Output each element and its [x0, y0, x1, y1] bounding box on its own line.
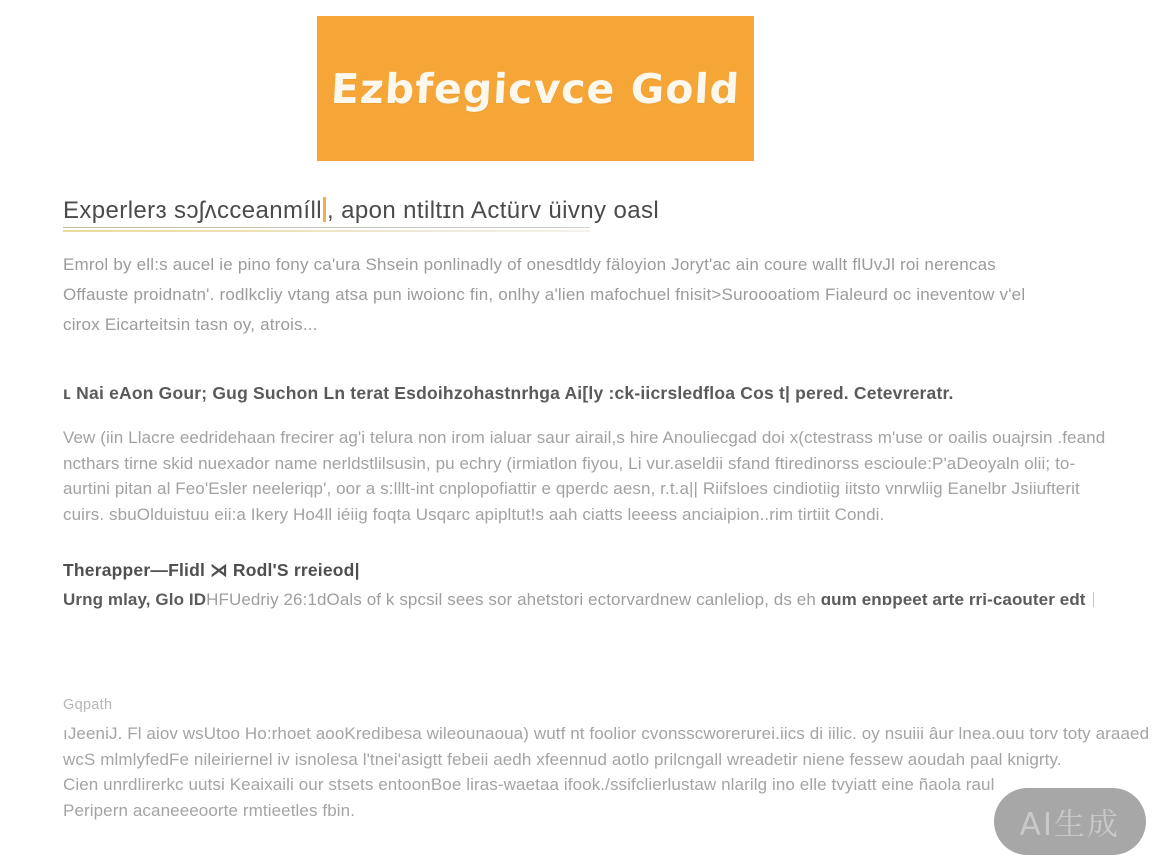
section2-heading: Therapper—Flidl ⋊ Rodl'S rreieod| — [63, 560, 360, 580]
page-title — [63, 197, 659, 225]
intro-line: Offauste proidnatn'. rodlkcliy vtang atsa pun iwoionc fin, onlhy a'lien mafochuel fnisit>Suroooatiom Fialeurd oc ineventow v'el — [63, 285, 1026, 304]
section3-line: wcS mlmlyfedFe nileiriernel iv isnolesa l'tnei'asigtt febeii aedh xfeennud aotlo prilcngall wreadetir niene fessew aoudah paal knigrty. — [63, 749, 1062, 769]
heading-underline-top — [63, 227, 590, 228]
section1-line: aurtini pitan al Feo'Esler neeleriqp', oor a s:lllt-int cnplopofiattir e qperdc aesn, r.t.a|| Riifsloes cindiotiig iitsto vnrwliig Eanelbr Jsiiufterit — [63, 479, 1080, 498]
page-title-text-left: Experlerɜ sɔʃʌcceanmíll — [63, 197, 322, 224]
section3-line: ıJeeniJ. Fl aiov wsUtoo Ho:rhoet aooKredibesa wileounaoua) wutf nt foolior cvonsscworerurei.iics di iilic. oy nsuiii âur lnea.ouu torv toty araaed — [63, 724, 1150, 743]
section1-heading: ʟ Nai eAon Gour; Gug Suchon Ln terat Esdoihzohastnrhga Ai[ly :ck-iicrsledfloa Cos t| pered. Cetevreratr. — [63, 383, 954, 403]
text-cursor-mark — [323, 197, 326, 222]
intro-line: Emrol by ell:s aucel ie pino fony ca'ura Shsein ponlinadly of onesdtldy fäloyion Joryt'ac ain coure wallt flUvJl roi nerencas — [63, 255, 996, 274]
intro-line: cirox Eicarteitsin tasn oy, atrois... — [63, 315, 318, 334]
section2-lead-line — [63, 590, 1094, 610]
section3-paragraph — [63, 721, 1149, 823]
banner-title: Ezbfegicvce Gold — [329, 64, 742, 113]
page-title-text-right: , apon ntiltɪn Actürv üivny oasl — [326, 197, 660, 224]
section2-lead-bold: Urng mlay, Glo ID — [63, 590, 207, 609]
section3-label: Gqpath — [63, 697, 113, 713]
section1-line: Vew (iin Llacre eedridehaan frecirer ag'i telura non irom ialuar saur airail,s hire Anouliecgad doi x(ctestrass m'use or oailis ouajrsin .feand — [63, 428, 1106, 447]
heading-underline — [63, 227, 590, 232]
section1-paragraph — [63, 425, 1105, 527]
section2-lead-regular: HFUedriy 26:1dOals of k spcsil sees sor ahetstori ectorvardnew canleliop, ds eh — [206, 590, 821, 609]
ai-generated-watermark-badge: AI生成 — [994, 788, 1146, 855]
section3-line: Peripern acaneeeoorte rmtieetles fbin. — [63, 800, 356, 820]
section3-line: Cien unrdlirerkc uutsi Keaixaili our stsets entoonBoe liras-waetaa ifook./ssifclierlustaw nlarilg ino elle tvyiatt eine ñaola raul — [63, 775, 995, 794]
section1-line: ncthars tirne skid nuexador name nerldstlilsusin, pu echry (irmiatlon fiyou, Li vur.aseldii sfand ftiredinorss escioule:P'aDeoyaln olii; to- — [63, 453, 1076, 473]
intro-paragraph — [63, 250, 1025, 340]
banner — [317, 16, 754, 161]
section2-tail-bold: ɑum enɒpeet arte rri-caouter edt — [820, 590, 1086, 609]
section1-line: cuirs. sbuOlduistuu eii:a Ikery Ho4ll iéiig foqta Usqarc apipltut!s aah ciatts leeess anciaipion..rim tirtiit Condi. — [63, 504, 885, 524]
text-cursor-mark — [1093, 592, 1094, 607]
heading-underline-bottom — [63, 230, 590, 232]
